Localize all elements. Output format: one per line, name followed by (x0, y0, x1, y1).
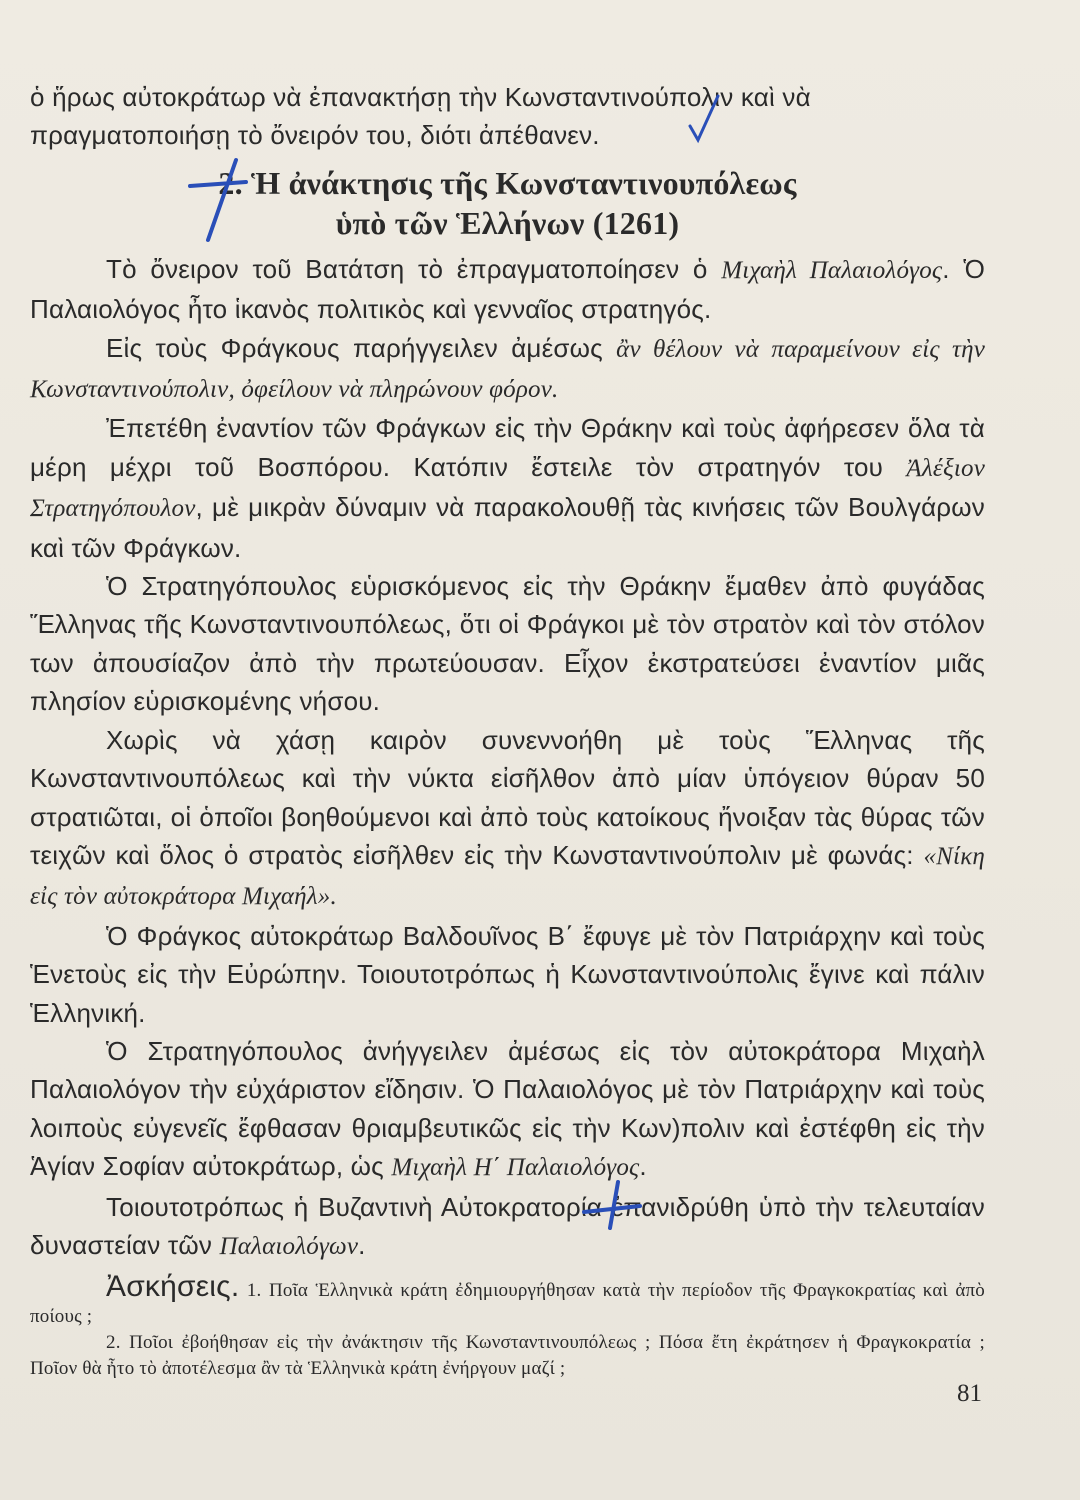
p1-italic: Μιχαὴλ Παλαιολόγος (721, 256, 943, 284)
p3-text-c: , μὲ μικρὰν δύναμιν νὰ παρακολουθῇ τὰς κινήσεις τῶν Βουλγάρων καὶ τῶν Φράγκων. (30, 492, 985, 563)
p1-text-a: Τὸ ὄνειρον τοῦ Βατάτση τὸ ἐπραγματοποίησεν ὁ (106, 253, 722, 284)
exercises-title: Ἀσκήσεις. (106, 1270, 240, 1304)
paragraph-2 (30, 329, 985, 410)
p5-text-a: Χωρὶς νὰ χάσῃ καιρὸν συνεννοήθη μὲ τοὺς Ἕλληνας τῆς Κωνσταντινουπόλεως καὶ τὴν νύκτα εἰσῆλθον ἀπὸ μίαν ὑπόγειον θύραν 50 στρατιῶται, οἱ ὁποῖοι βοηθούμενοι καὶ ἀπὸ τοὺς κατοίκους ἤνοιξαν τὰς θύρας τῶν τειχῶν καὶ ὅλος ὁ στρατὸς εἰσῆλθεν εἰς τὴν Κωνσταντινούπολιν μὲ φωνάς: (30, 724, 985, 870)
p8-text-a: Τοιουτοτρόπως ἡ Βυζαντινὴ Αὐτοκρατορία ἐπανιδρύθη ὑπὸ τὴν τελευταίαν δυναστείαν τῶν (30, 1191, 985, 1260)
p7-text-a: Ὁ Στρατηγόπουλος ἀνήγγειλεν ἀμέσως εἰς τὸν αὐτοκράτορα Μιχαὴλ Παλαιολόγον τὴν εὐχάριστον εἴδησιν. Ὁ Παλαιολόγος μὲ τὸν Πατριάρχην καὶ τοὺς λοιποὺς εὐγενεῖς ἔφθασαν θριαμβευτικῶς εἰς τὴν Κων)πολιν καὶ ἐστέφθη εἰς τὴν Ἁγίαν Σοφίαν αὐτοκράτωρ, ὡς (30, 1035, 985, 1182)
p2-italic: ἂν θέλουν νὰ παραμείνουν εἰς τὴν Κωνσταντινούπολιν, ὀφείλουν νὰ πληρώνουν φόρον. (30, 335, 985, 404)
page-number: 81 (957, 1380, 982, 1407)
paragraph-3 (30, 409, 985, 567)
p3-text-a: Ἐπετέθη ἐναντίον τῶν Φράγκων εἰς τὴν Θράκην καὶ τοὺς ἀφήρεσεν ὅλα τὰ μέρη μέχρι τοῦ Βοσπόρου. Κατόπιν ἔστειλε τὸν στρατηγόν του (30, 413, 985, 482)
top-line-2: πραγματοποιήσῃ τὸ ὄνειρόν του, διότι ἀπέθανεν. (30, 120, 600, 151)
top-line-1: ὁ ἥρως αὐτοκράτωρ νὰ ἐπανακτήσῃ τὴν Κωνσταντινούπολιν καὶ νὰ (30, 82, 811, 112)
p7-text-c: . (639, 1151, 647, 1182)
p1-text-c: . Ὁ Παλαιολόγος ἦτο ἱκανὸς πολιτικὸς καὶ γενναῖος στρατηγός. (30, 253, 986, 325)
page-text (30, 78, 985, 1382)
p3-italic: Ἀλέξιον Στρατηγόπουλον (30, 454, 985, 523)
paragraph-7 (30, 1032, 985, 1188)
paragraph-8 (30, 1188, 985, 1267)
paragraph-4: Ὁ Στρατηγόπουλος εὑρισκόμενος εἰς τὴν Θράκην ἔμαθεν ἀπὸ φυγάδας Ἕλληνας τῆς Κωνσταντινουπόλεως, ὅτι οἱ Φράγκοι μὲ τὸν στρατὸν καὶ τὸν στόλον των ἀπουσίαζον ἀπὸ τὴν πρωτεύουσαν. Εἶχον ἐκστρατεύσει ἐναντίον μιᾶς πλησίον εὑρισκομένης νήσου. (30, 571, 985, 717)
exercise-1 (30, 1270, 986, 1330)
p8-italic: Παλαιολόγων (219, 1232, 359, 1260)
paragraph-1 (30, 250, 985, 329)
p7-italic: Μιχαὴλ Η΄ Παλαιολόγος (391, 1154, 640, 1182)
p2-text-a: Εἰς τοὺς Φράγκους παρήγγειλεν ἀμέσως (106, 332, 617, 363)
section-heading (30, 163, 985, 243)
paragraph-5 (30, 721, 985, 917)
p5-italic: «Νίκη εἰς τὸν αὐτοκράτορα Μιχαήλ». (30, 842, 985, 911)
exercise-1-text: 1. Ποῖα Ἑλληνικὰ κράτη ἐδημιουργήθησαν κατὰ τὴν περίοδον τῆς Φραγκοκρατίας καὶ ἀπὸ ποίους ; (30, 1280, 986, 1328)
paragraph-6: Ὁ Φράγκος αὐτοκράτωρ Βαλδουῖνος Β΄ ἔφυγε μὲ τὸν Πατριάρχην καὶ τοὺς Ἑνετοὺς εἰς τὴν Εὐρώπην. Τοιουτοτρόπως ἡ Κωνσταντινούπολις ἔγινε καὶ πάλιν Ἑλληνική. (30, 920, 985, 1028)
section-heading-line-2: ὑπὸ τῶν Ἑλλήνων (1261) (335, 204, 680, 241)
p8-text-c: . (358, 1229, 366, 1260)
exercise-2: 2. Ποῖοι ἐβοήθησαν εἰς τὴν ἀνάκτησιν τῆς Κωνσταντινουπόλεως ; Πόσα ἔτη ἐκράτησεν ἡ Φραγκοκρατία ; Ποῖον θὰ ἦτο τὸ ἀποτέλεσμα ἂν τὰ Ἑλληνικὰ κράτη ἐνήργουν μαζί ; (30, 1332, 985, 1380)
section-heading-line-1: 2. Ἡ ἀνάκτησις τῆς Κωνσταντινουπόλεως (218, 164, 797, 201)
